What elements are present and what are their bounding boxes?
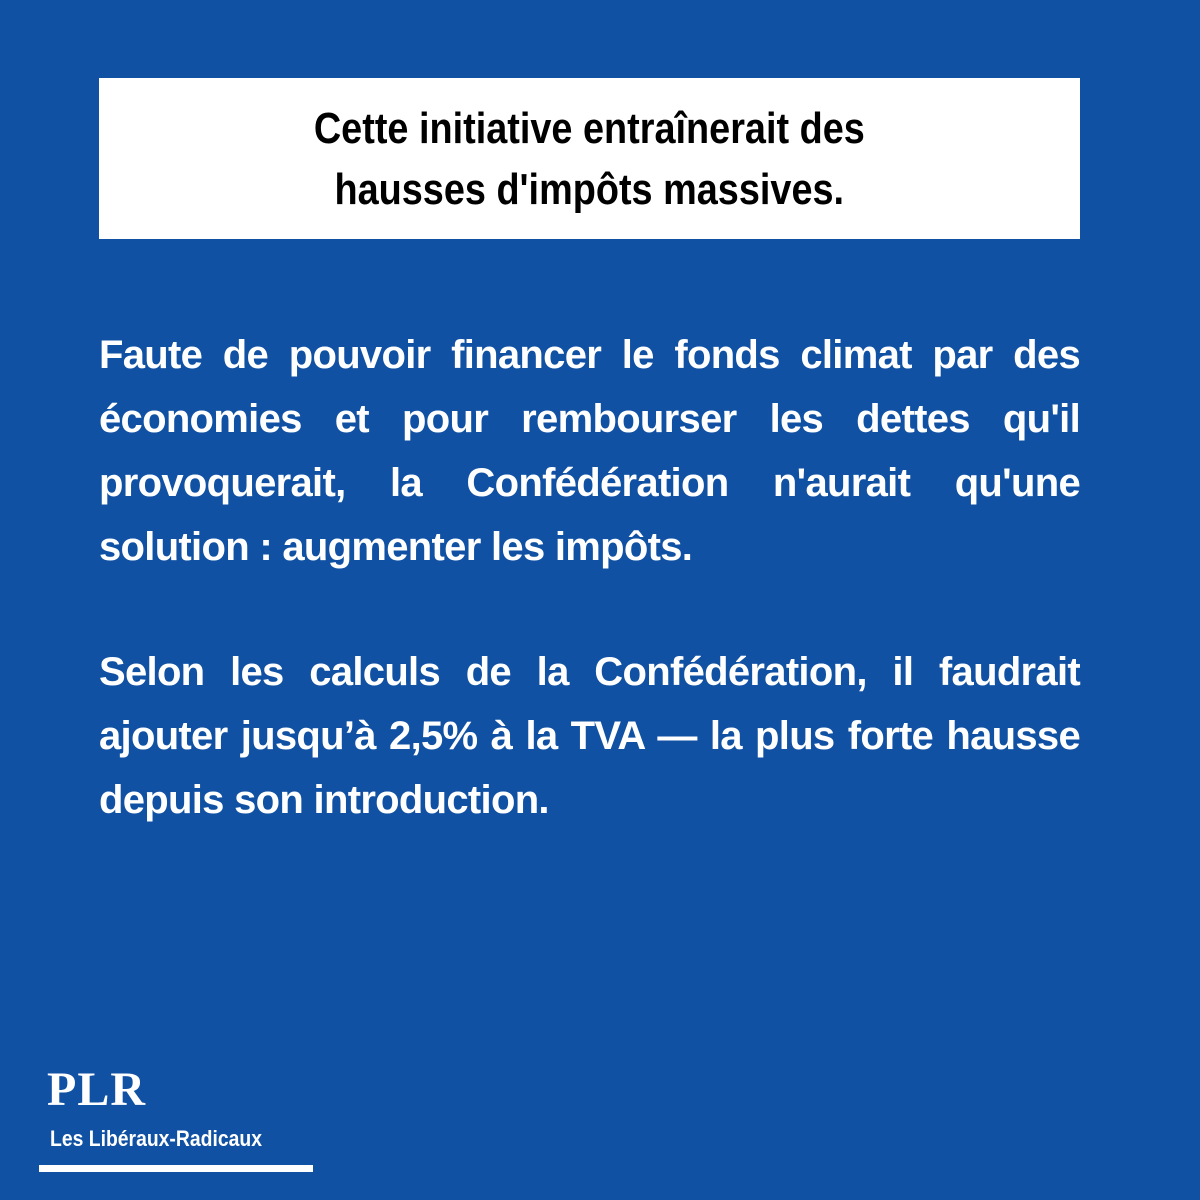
logo-mark: PLR	[47, 1063, 146, 1116]
body-paragraph-2: Selon les calculs de la Confédération, il faudrait ajouter jusqu’à 2,5% à la TVA — la plus forte hausse depuis son introduction.	[99, 650, 1080, 822]
plr-logo	[39, 1064, 314, 1174]
headline-line-1: Cette initiative entraînerait des	[314, 103, 865, 153]
logo-underline	[39, 1165, 313, 1172]
logo-tagline: Les Libéraux-Radicaux	[50, 1126, 262, 1151]
headline-line-2: hausses d'impôts massives.	[334, 164, 845, 214]
headline-box	[99, 78, 1080, 239]
body-paragraph-1: Faute de pouvoir financer le fonds climat par des économies et pour rembourser les dettes qu'il provoquerait, la Confédération n'aurait qu'une solution : augmenter les impôts.	[99, 333, 1080, 569]
